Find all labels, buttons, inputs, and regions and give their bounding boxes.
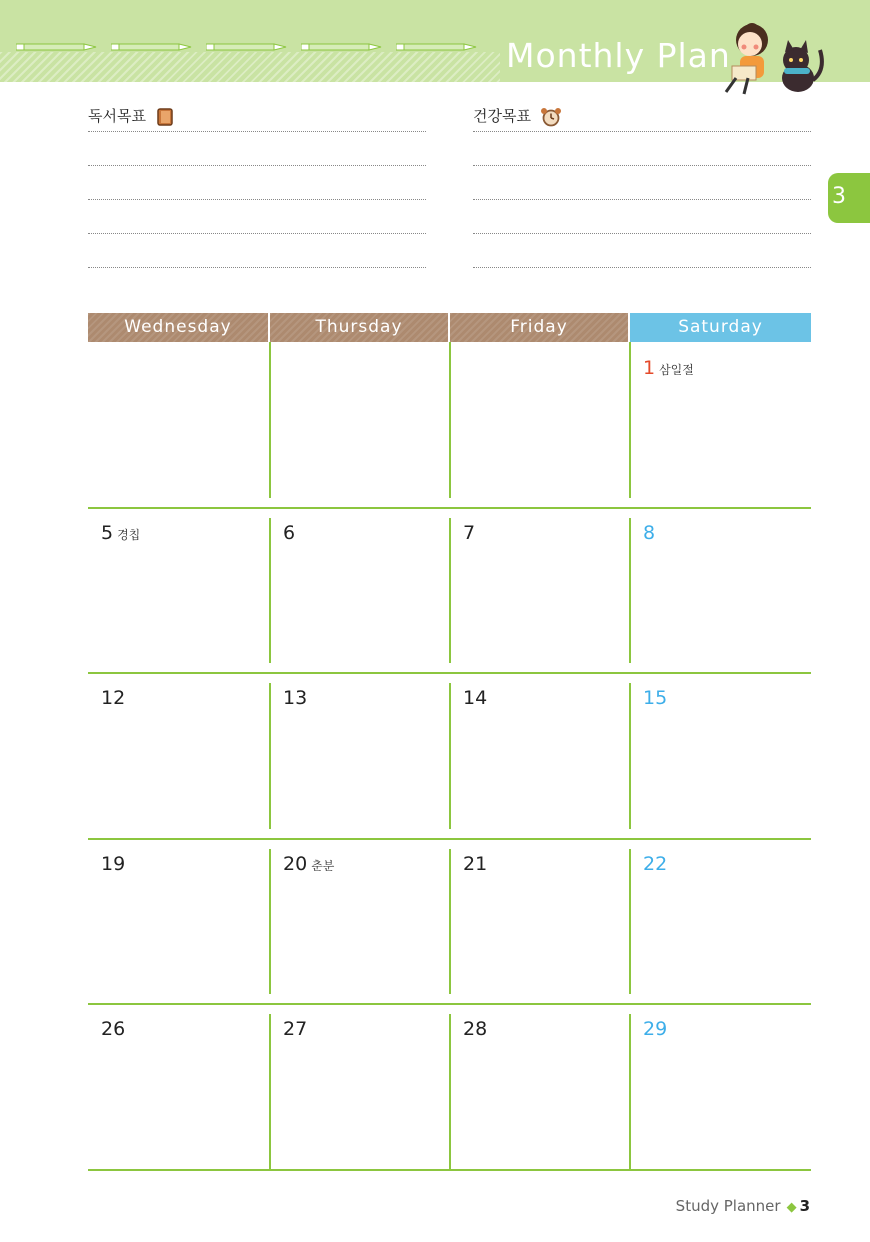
calendar-column-divider (269, 1014, 271, 1170)
page-footer (676, 1197, 810, 1215)
day-number-text: 29 (643, 1018, 668, 1040)
day-number-text: 5 (101, 521, 114, 544)
calendar-day-cell[interactable] (450, 508, 628, 674)
calendar-column-divider (629, 518, 631, 664)
dayname-wednesday: Wednesday (88, 313, 268, 342)
day-number-text: 8 (643, 521, 656, 544)
day-number (643, 357, 694, 379)
calendar-column-divider (269, 518, 271, 664)
day-number (283, 522, 295, 544)
calendar-day-cell[interactable] (630, 508, 811, 674)
page-title: Monthly Plan (506, 36, 731, 75)
calendar-column-divider (629, 849, 631, 995)
pencil-icon (206, 42, 288, 52)
day-number (643, 1018, 667, 1040)
dayname-friday: Friday (450, 313, 628, 342)
calendar-column-divider (629, 342, 631, 498)
goal-line[interactable] (88, 166, 426, 200)
day-number-text: 7 (463, 521, 476, 544)
day-number-text: 12 (101, 687, 126, 709)
health-goal-section (473, 106, 811, 268)
day-number-text: 20 (283, 852, 308, 875)
day-number (463, 522, 475, 544)
goal-line[interactable] (473, 132, 811, 166)
calendar-column-divider (449, 342, 451, 498)
calendar-day-cell[interactable] (88, 342, 268, 508)
goal-line[interactable] (88, 200, 426, 234)
pencil-icon (396, 42, 478, 52)
alarm-clock-icon (540, 107, 562, 127)
day-number-text: 26 (101, 1018, 126, 1040)
goal-line[interactable] (473, 200, 811, 234)
day-number-text: 13 (283, 687, 308, 709)
goal-line[interactable] (473, 234, 811, 268)
day-number-text: 15 (643, 687, 668, 709)
calendar-day-cell[interactable] (270, 508, 448, 674)
holiday-label: 경칩 (117, 527, 141, 542)
diamond-icon: ◆ (786, 1200, 797, 1215)
day-number-text: 21 (463, 852, 488, 875)
month-tab[interactable]: 3 (828, 173, 870, 223)
day-number-text: 28 (463, 1018, 488, 1040)
pencil-icon (16, 42, 98, 52)
page-number: 3 (799, 1197, 810, 1215)
day-number (463, 853, 487, 875)
goal-line[interactable] (473, 166, 811, 200)
day-number-text: 14 (463, 687, 488, 709)
calendar-column-divider (629, 1014, 631, 1170)
goal-line[interactable] (88, 132, 426, 166)
calendar-column-divider (449, 518, 451, 664)
day-number (283, 1018, 307, 1040)
health-goal-title: 건강목표 (473, 107, 531, 125)
calendar-column-divider (629, 683, 631, 829)
holiday-label: 춘분 (311, 858, 335, 873)
day-number (643, 687, 667, 709)
day-number-text: 6 (283, 521, 296, 544)
day-number (463, 687, 487, 709)
day-number (283, 853, 334, 875)
day-number (101, 687, 125, 709)
day-number (101, 853, 125, 875)
dayname-saturday: Saturday (630, 313, 811, 342)
day-name-row (88, 313, 811, 342)
day-number-text: 1 (643, 357, 656, 379)
day-number (283, 687, 307, 709)
pencil-icon (301, 42, 383, 52)
day-number-text: 27 (283, 1018, 308, 1040)
day-number (643, 853, 667, 875)
reading-goal-title: 독서목표 (88, 107, 146, 125)
calendar-column-divider (269, 683, 271, 829)
calendar-day-cell[interactable] (450, 342, 628, 508)
day-number (463, 1018, 487, 1040)
calendar-column-divider (269, 849, 271, 995)
header-band (0, 0, 870, 82)
day-number-text: 19 (101, 852, 126, 875)
pencil-icon (111, 42, 193, 52)
goal-line[interactable] (88, 234, 426, 268)
day-number (101, 1018, 125, 1040)
holiday-label: 삼일절 (659, 363, 694, 377)
calendar-column-divider (449, 1014, 451, 1170)
header-stripe (0, 52, 500, 82)
day-number (101, 522, 140, 544)
dayname-thursday: Thursday (270, 313, 448, 342)
calendar-day-cell[interactable] (270, 342, 448, 508)
day-number-text: 22 (643, 852, 668, 875)
book-icon (155, 107, 175, 127)
footer-label: Study Planner (675, 1197, 781, 1215)
girl-with-cat-illustration (718, 20, 828, 102)
calendar-column-divider (449, 849, 451, 995)
reading-goal-section (88, 106, 426, 268)
day-number (643, 522, 655, 544)
calendar-column-divider (269, 342, 271, 498)
calendar-column-divider (449, 683, 451, 829)
